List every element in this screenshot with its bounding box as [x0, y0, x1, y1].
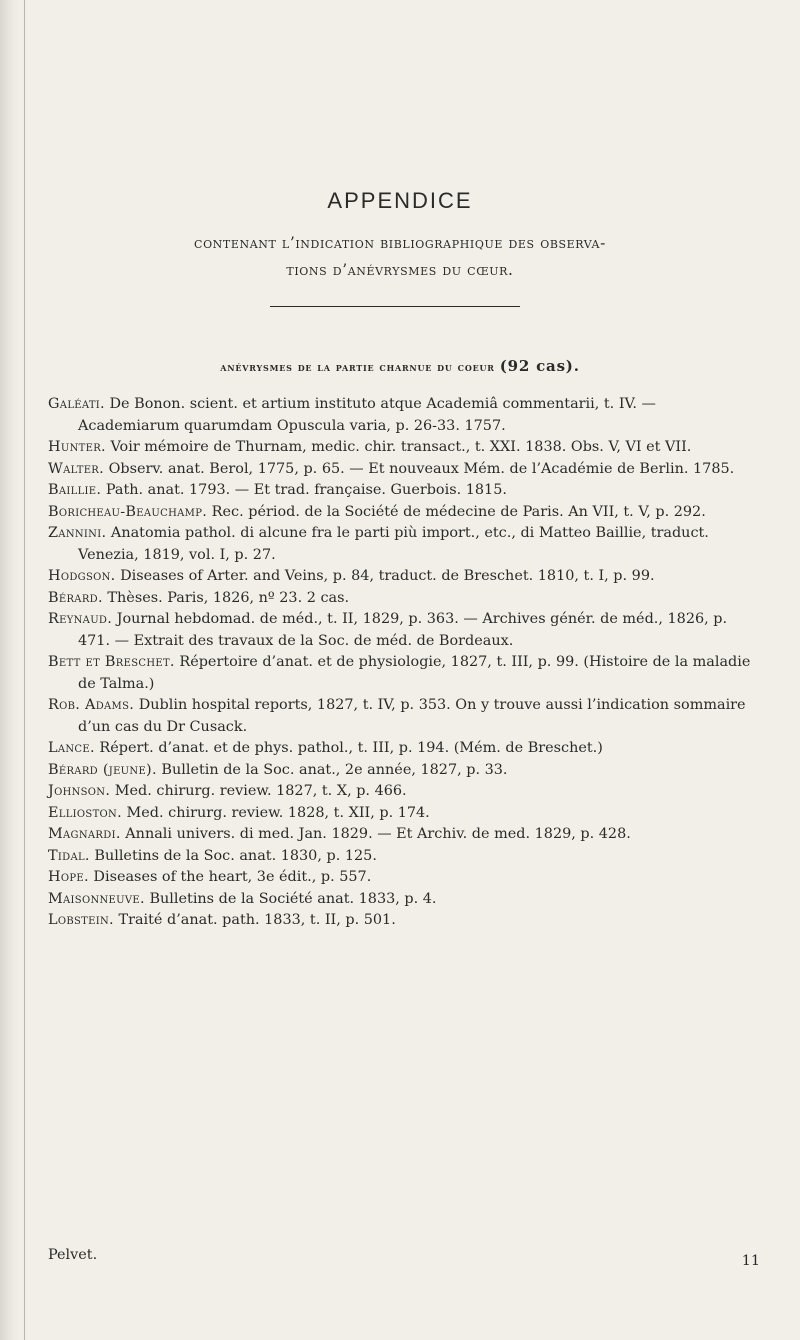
bibliography-entry [48, 867, 758, 889]
entry-author: Rob. Adams. [48, 697, 135, 713]
bibliography-list [48, 394, 758, 932]
entry-author: Hodgson. [48, 568, 116, 584]
bibliography-entry [48, 566, 758, 588]
entry-text: Bulletin de la Soc. anat., 2e année, 1827, p. 33. [156, 761, 508, 778]
bibliography-entry [48, 695, 758, 738]
bibliography-entry [48, 824, 758, 846]
entry-author: Maisonneuve. [48, 890, 145, 907]
entry-author: Bett et Breschet. [48, 654, 175, 670]
entry-author: Zannini. [48, 525, 107, 541]
bibliography-entry [48, 846, 758, 868]
entry-author: Magnardi. [48, 826, 121, 842]
entry-text: Med. chirurg. review. 1827, t. X, p. 466. [110, 783, 407, 799]
case-count: (92 cas). [499, 357, 580, 375]
entry-author: Bérard. [48, 589, 103, 606]
entry-author: Bérard (jeune). [48, 761, 157, 778]
entry-author: Boricheau-Beauchamp. [48, 503, 208, 520]
subtitle-line-1: contenant l’indication bibliographique des observa- [194, 234, 606, 252]
entry-author: Reynaud. [48, 611, 113, 627]
entry-text: Diseases of Arter. and Veins, p. 84, traduct. de Breschet. 1810, t. I, p. 99. [115, 568, 655, 584]
page-binding-shadow [0, 0, 20, 1340]
printer-signature: Pelvet. [48, 1247, 98, 1263]
entry-author: Walter. [48, 460, 105, 477]
entry-author: Galéati. [48, 396, 105, 412]
bibliography-entry [48, 803, 758, 825]
entry-text: Voir mémoire de Thurnam, medic. chir. transact., t. XXI. 1838. Obs. V, VI et VII. [105, 439, 692, 455]
entry-text: Path. anat. 1793. — Et trad. française. Guerbois. 1815. [101, 482, 507, 498]
entry-text: Répert. d’anat. et de phys. pathol., t. III, p. 194. (Mém. de Breschet.) [94, 740, 603, 756]
entry-author: Ellioston. [48, 804, 122, 821]
entry-text: Bulletins de la Soc. anat. 1830, p. 125. [89, 847, 377, 864]
entry-author: Hunter. [48, 439, 106, 455]
bibliography-entry [48, 609, 758, 652]
entry-text: Bulletins de la Société anat. 1833, p. 4. [144, 890, 437, 907]
entry-text: De Bonon. scient. et artium instituto atque Academiâ commentarii, t. IV. — Academiarum quarumdam Opuscula varia, p. 26-33. 1757. [78, 396, 656, 434]
bibliography-entry [48, 889, 758, 911]
bibliography-entry [48, 781, 758, 803]
subtitle-line-2: tions d’anévrysmes du cœur. [286, 261, 514, 279]
appendix-title: APPENDICE [327, 188, 473, 213]
section-heading [40, 357, 760, 375]
entry-author: Baillie. [48, 482, 102, 498]
bibliography-entry [48, 394, 758, 437]
bibliography-entry [48, 459, 758, 481]
entry-text: Annali univers. di med. Jan. 1829. — Et Archiv. de med. 1829, p. 428. [120, 826, 631, 842]
entry-author: Lobstein. [48, 912, 114, 928]
entry-text: Thèses. Paris, 1826, nº 23. 2 cas. [102, 589, 350, 606]
entry-text: Répertoire d’anat. et de physiologie, 1827, t. III, p. 99. (Histoire de la maladie de Talma.) [78, 654, 751, 692]
entry-author: Lance. [48, 740, 95, 756]
bibliography-entry [48, 910, 758, 932]
appendix-subtitle [40, 230, 760, 284]
entry-text: Journal hebdomad. de méd., t. II, 1829, p. 363. — Archives génér. de méd., 1826, p. 471. — Extrait des travaux de la Soc. de méd. de Bordeaux. [78, 611, 728, 649]
entry-text: Med. chirurg. review. 1828, t. XII, p. 174. [121, 804, 430, 821]
page-number: 11 [741, 1253, 760, 1269]
entry-text: Dublin hospital reports, 1827, t. IV, p. 353. On y trouve aussi l’indication sommaire d’un cas du Dr Cusack. [78, 697, 746, 735]
entry-text: Anatomia pathol. di alcune fra le parti più import., etc., di Matteo Baillie, traduct. Venezia, 1819, vol. I, p. 27. [78, 525, 709, 563]
entry-text: Observ. anat. Berol, 1775, p. 65. — Et nouveaux Mém. de l’Académie de Berlin. 1785. [104, 460, 735, 477]
entry-author: Johnson. [48, 783, 111, 799]
entry-text: Diseases of the heart, 3e édit., p. 557. [88, 869, 372, 885]
bibliography-entry [48, 523, 758, 566]
bibliography-entry [48, 760, 758, 782]
entry-text: Rec. périod. de la Société de médecine de Paris. An VII, t. V, p. 292. [207, 503, 706, 520]
horizontal-rule [270, 306, 520, 307]
entry-author: Hope. [48, 869, 89, 885]
bibliography-entry [48, 652, 758, 695]
entry-text: Traité d’anat. path. 1833, t. II, p. 501. [113, 912, 396, 928]
entry-author: Tidal. [48, 847, 90, 864]
bibliography-entry [48, 480, 758, 502]
bibliography-entry [48, 437, 758, 459]
bibliography-entry [48, 588, 758, 610]
section-heading-text: anévrysmes de la partie charnue du coeur [220, 360, 495, 374]
bibliography-entry [48, 502, 758, 524]
bibliography-entry [48, 738, 758, 760]
